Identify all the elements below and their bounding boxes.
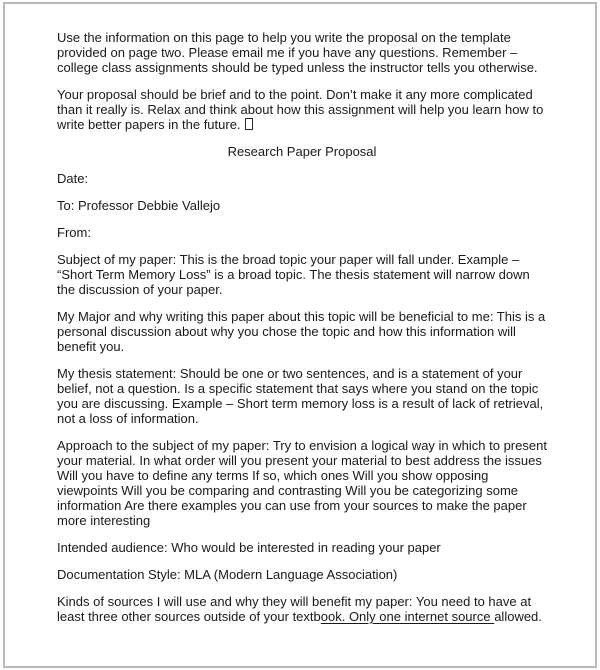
paragraph-approach: Approach to the subject of my paper: Try to envision a logical way in which to present your material. In what order will you present your material to best address the issues Will you have to define any terms If so, which ones Will you show opposing viewpoints Will you be comparing and contrasting Will you be categorizing some information Are there examples you can use from your sources to make the paper more interesting	[57, 438, 547, 528]
sources-text-pre: Kinds of sources I will use and why they will benefit my paper: You need to have at least three other sources outside of your textb	[57, 594, 532, 624]
intro-paragraph-1: Use the information on this page to help you write the proposal on the template provided on page two. Please email me if you have any questions. Remember – college class assignments should be typed unless the instructor tells you otherwise.	[57, 30, 538, 75]
intro-paragraph-2-text: Your proposal should be brief and to the point. Don’t make it any more complicated than it really is. Relax and think about how this assignment will help you learn how to write better papers in the future.	[57, 87, 544, 132]
paragraph-kinds-of-sources	[57, 594, 547, 624]
missing-glyph-icon	[245, 118, 253, 130]
document-page	[3, 2, 597, 668]
sources-text-underlined: ook. Only one internet source	[320, 609, 495, 624]
paragraph-intended-audience: Intended audience: Who would be interested in reading your paper	[57, 540, 441, 555]
document-title: Research Paper Proposal	[227, 144, 377, 159]
field-from: From:	[57, 225, 91, 240]
paragraph-major-benefit: My Major and why writing this paper about this topic will be beneficial to me: This is a personal discussion about why you chose the topic and how this information will benefit you.	[57, 309, 546, 354]
sources-text-post: allowed.	[494, 609, 542, 624]
field-to: To: Professor Debbie Vallejo	[57, 198, 221, 213]
paragraph-documentation-style: Documentation Style: MLA (Modern Language Association)	[57, 567, 398, 582]
field-date: Date:	[57, 171, 89, 186]
intro-paragraph-2	[57, 87, 547, 132]
paragraph-thesis-statement: My thesis statement: Should be one or two sentences, and is a statement of your belief, not a question. Is a specific statement that says where you stand on the topic you are discussing. Example – Short term memory loss is a result of lack of retrieval, not a loss of information.	[57, 366, 544, 426]
paragraph-subject: Subject of my paper: This is the broad topic your paper will fall under. Example – “Short Term Memory Loss” is a broad topic. The thesis statement will narrow down the discussion of your paper.	[57, 252, 530, 297]
document-content	[57, 30, 547, 624]
